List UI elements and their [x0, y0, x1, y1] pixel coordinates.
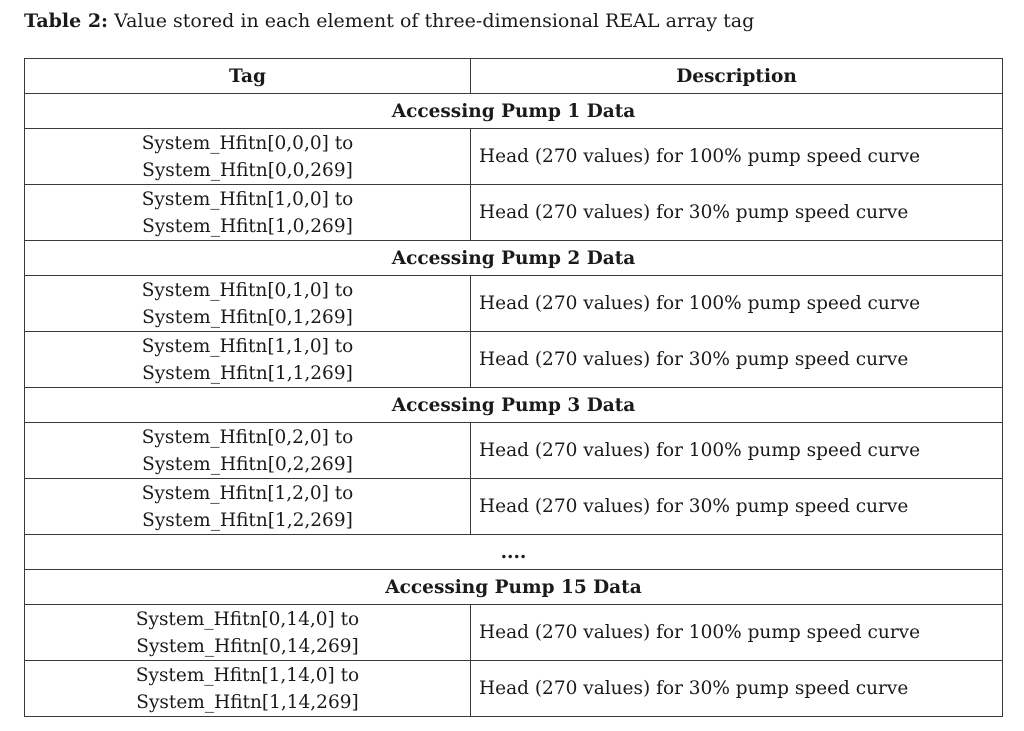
tag-end: System_Hfitn[0,14,269]: [136, 635, 359, 657]
tag-start: System_Hfitn[1,14,0] to: [135, 664, 360, 686]
table-caption: [24, 8, 754, 34]
section-title: Accessing Pump 2 Data: [25, 241, 1003, 276]
ellipsis: ....: [25, 535, 1003, 570]
section-title: Accessing Pump 3 Data: [25, 388, 1003, 423]
tag-cell: [25, 661, 471, 717]
section-row-pump-2: [25, 241, 1003, 276]
tag-end: System_Hfitn[0,1,269]: [142, 306, 353, 328]
section-title: Accessing Pump 1 Data: [25, 94, 1003, 129]
tag-end: System_Hfitn[1,1,269]: [142, 362, 353, 384]
description-cell: Head (270 values) for 30% pump speed curve: [471, 332, 1003, 388]
tag-cell: [25, 276, 471, 332]
tag-start: System_Hfitn[0,1,0] to: [141, 279, 354, 301]
tag-start: System_Hfitn[0,2,0] to: [141, 426, 354, 448]
table-row: [25, 661, 1003, 717]
section-row-pump-3: [25, 388, 1003, 423]
tag-cell: [25, 479, 471, 535]
description-cell: Head (270 values) for 100% pump speed curve: [471, 129, 1003, 185]
description-cell: Head (270 values) for 30% pump speed curve: [471, 185, 1003, 241]
description-cell: Head (270 values) for 30% pump speed curve: [471, 661, 1003, 717]
description-cell: Head (270 values) for 100% pump speed curve: [471, 423, 1003, 479]
table-row: [25, 276, 1003, 332]
table-row: [25, 423, 1003, 479]
table-row: [25, 479, 1003, 535]
description-cell: Head (270 values) for 30% pump speed curve: [471, 479, 1003, 535]
tag-end: System_Hfitn[1,2,269]: [142, 509, 353, 531]
tag-end: System_Hfitn[0,0,269]: [142, 159, 353, 181]
section-row-pump-15: [25, 570, 1003, 605]
header-description: Description: [471, 59, 1003, 94]
tag-cell: [25, 185, 471, 241]
caption-text: Value stored in each element of three-dimensional REAL array tag: [108, 10, 755, 32]
tag-cell: [25, 332, 471, 388]
tag-cell: [25, 423, 471, 479]
tag-cell: [25, 605, 471, 661]
tag-end: System_Hfitn[1,14,269]: [136, 691, 359, 713]
tag-start: System_Hfitn[1,2,0] to: [141, 482, 354, 504]
header-tag: Tag: [25, 59, 471, 94]
table-row: [25, 129, 1003, 185]
section-row-pump-1: [25, 94, 1003, 129]
tag-end: System_Hfitn[1,0,269]: [142, 215, 353, 237]
table-row: [25, 185, 1003, 241]
tag-start: System_Hfitn[1,0,0] to: [141, 188, 354, 210]
section-title: Accessing Pump 15 Data: [25, 570, 1003, 605]
tag-start: System_Hfitn[0,14,0] to: [135, 608, 360, 630]
ellipsis-row: [25, 535, 1003, 570]
description-cell: Head (270 values) for 100% pump speed curve: [471, 276, 1003, 332]
tag-start: System_Hfitn[0,0,0] to: [141, 132, 354, 154]
tag-start: System_Hfitn[1,1,0] to: [141, 335, 354, 357]
caption-label: Table 2:: [24, 10, 109, 32]
table-header-row: [25, 59, 1003, 94]
table-row: [25, 605, 1003, 661]
description-cell: Head (270 values) for 100% pump speed curve: [471, 605, 1003, 661]
tag-cell: [25, 129, 471, 185]
table-row: [25, 332, 1003, 388]
tag-table: [24, 58, 1003, 717]
tag-end: System_Hfitn[0,2,269]: [142, 453, 353, 475]
